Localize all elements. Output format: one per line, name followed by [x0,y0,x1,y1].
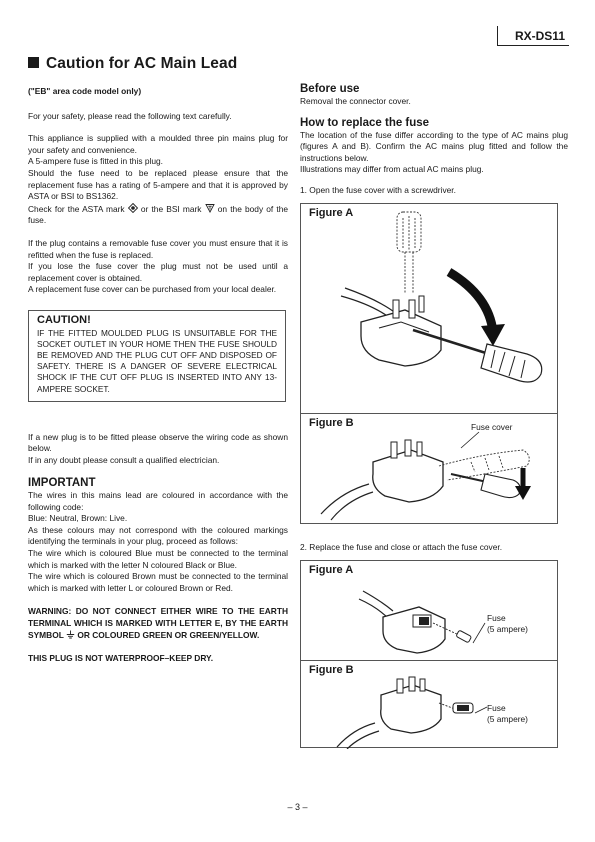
before-use-title: Before use [300,83,360,95]
check-text-start: Check for the ASTA mark [28,203,125,214]
replace-fuse-text-1: The location of the fuse differ according to the type of AC mains plug (figures A and B). Confirm the AC mains plug fitted and follow the instructions below. [300,129,568,163]
asta-mark-icon [128,204,138,214]
model-number: RX-DS11 [497,26,569,46]
page-title-text: Caution for AC Main Lead [46,55,238,72]
waterproof-warning: THIS PLUG IS NOT WATERPROOF–KEEP DRY. [28,653,214,664]
supply-paragraph-2: A 5-ampere fuse is fitted in this plug. [28,156,164,167]
left-column [28,86,288,665]
fuse-cover-paragraph-1: If the plug contains a removable fuse cover you must ensure that it is refitted when the fuse is replaced. [28,237,288,260]
earth-warning [28,606,288,641]
supply-paragraph-1: This appliance is supplied with a moulded three pin mains plug for your safety and convenience. [28,133,288,155]
area-code-note: ("EB" area code model only) [28,86,142,96]
earth-symbol-icon [66,630,75,640]
fuse-callout-b: Fuse [487,703,506,714]
fuse-cover-paragraph-3: A replacement fuse cover can be purchased from your local dealer. [28,284,277,295]
important-line-5: The wire which is coloured Brown must be connected to the terminal which is marked with letter L or coloured Brown or Red. [28,571,288,593]
new-plug-paragraph-2: If in any doubt please consult a qualified electrician. [28,454,220,465]
before-use-text: Removal the connector cover. [300,96,411,106]
earth-warning-end: OR COLOURED GREEN OR GREEN/YELLOW. [77,629,260,640]
check-mark-paragraph [28,203,288,227]
fuse-rating-callout-a: (5 ampere) [487,624,528,635]
fuse-replace-illustration [301,561,559,749]
right-column [300,82,568,748]
step-2-figure-a-label: Figure A [309,564,354,577]
step-1-figure-a-label: Figure A [309,206,354,219]
replace-fuse-title: How to replace the fuse [300,116,430,129]
step-1-figure-b-label: Figure B [309,416,354,429]
page-number: – 3 – [287,802,308,812]
important-line-4: The wire which is coloured Blue must be connected to the terminal which is marked with the letter N coloured Black or Blue. [28,548,288,570]
page-title [28,55,237,73]
important-line-3: As these colours may not correspond with the coloured markings identifying the terminals in your plug, proceed as follows: [28,524,288,547]
important-line-2: Blue: Neutral, Brown: Live. [28,513,128,524]
fuse-cover-open-illustration [301,204,559,525]
important-line-1: The wires in this mains lead are coloured in accordance with the following code: [28,490,288,512]
check-text-end: on the body of the fuse. [28,203,289,226]
caution-title: CAUTION! [37,313,91,326]
caution-text: IF THE FITTED MOULDED PLUG IS UNSUITABLE FOR THE SOCKET OUTLET IN YOUR HOME THEN THE FUSE SHOULD BE REMOVED AND THE PLUG CUT OFF AND DISPOSED OF SAFETY. THERE IS A DANGER OF SEVERE ELECTRICAL SHOCK IF THE CUT OFF PLUG IS INSERTED INTO ANY 13-AMPERE SOCKET. [37,327,277,394]
fuse-cover-callout: Fuse cover [471,421,513,432]
step-2-figures [300,560,558,748]
check-text-middle: or the BSI mark [140,203,202,214]
caution-box [28,310,286,402]
step-1-text: 1. Open the fuse cover with a screwdriver. [300,184,456,195]
earth-warning-start: WARNING: DO NOT CONNECT EITHER WIRE TO THE EARTH TERMINAL WHICH IS MARKED WITH LETTER E, BY THE EARTH SYMBOL [28,606,288,640]
step-1-figures [300,203,558,524]
fuse-callout-a: Fuse [487,613,506,624]
bullet-square-icon [28,57,39,68]
bsi-kitemark-icon [205,204,215,214]
fuse-cover-paragraph-2: If you lose the fuse cover the plug must not be used until a replacement cover is obtained. [28,261,288,283]
fuse-rating-callout-b: (5 ampere) [487,714,528,725]
step-2-figure-b-label: Figure B [309,664,354,677]
safety-intro: For your safety, please read the following text carefully. [28,110,232,121]
supply-paragraph-3: Should the fuse need to be replaced please ensure that the replacement fuse has a rating of 5-ampere and that it is approved by ASTA or BSI to BS1362. [28,167,288,202]
new-plug-paragraph-1: If a new plug is to be fitted please observe the wiring code as shown below. [28,431,288,454]
replace-fuse-text-2: Illustrations may differ from actual AC mains plug. [300,164,484,175]
step-2-text: 2. Replace the fuse and close or attach the fuse cover. [300,541,503,552]
important-title: IMPORTANT [28,476,96,489]
